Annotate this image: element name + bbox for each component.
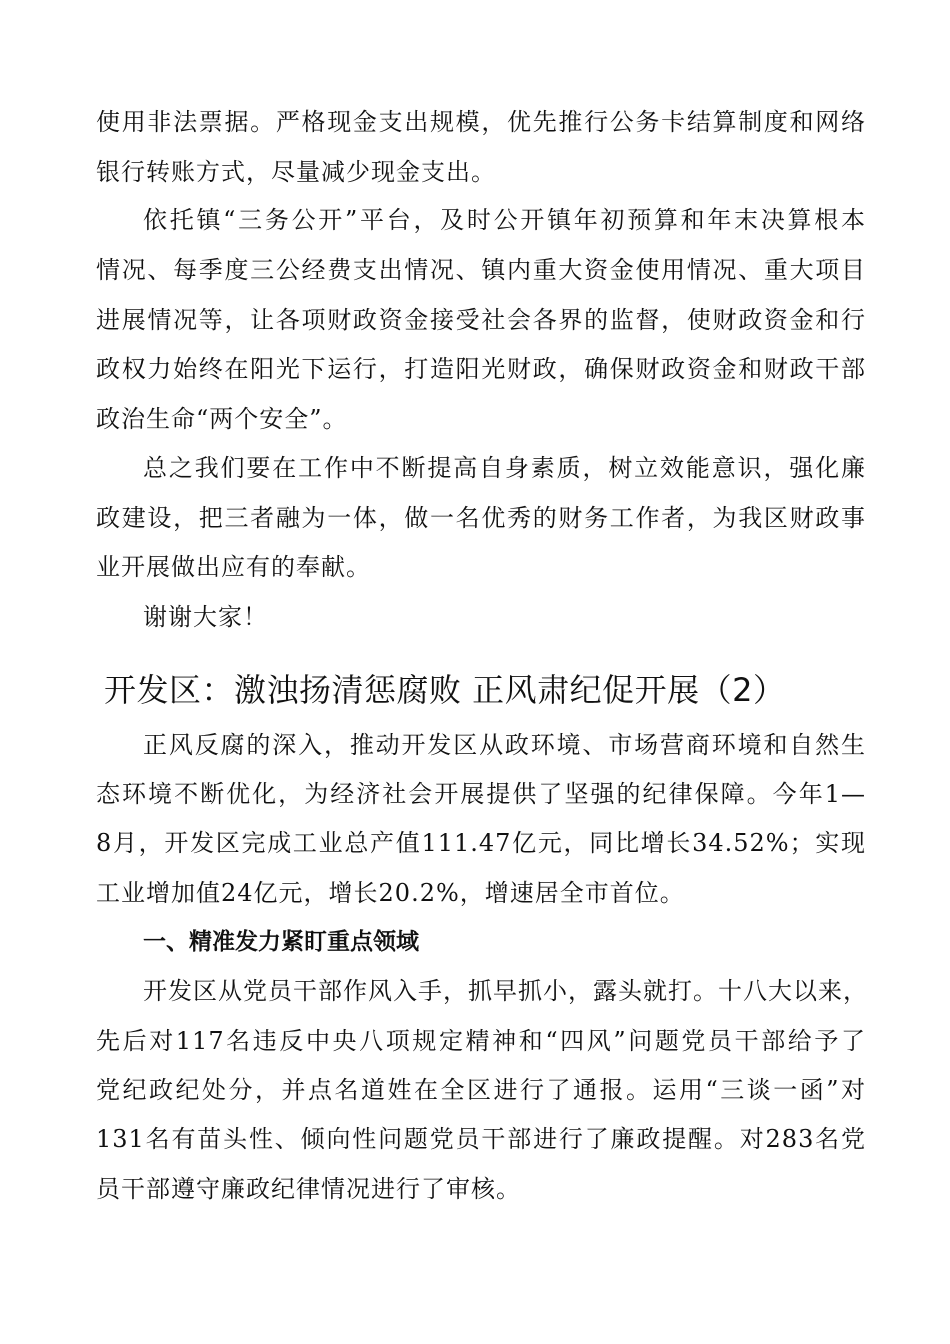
text-line: 总之我们要在工作中不断提高自身素质，树立效能意识，强化廉 [143, 454, 866, 482]
text-line: 党纪政纪处分，并点名道姓在全区进行了通报。运用“三谈一函”对 [96, 1076, 866, 1104]
article-title: 开发区：激浊扬清惩腐败 正风肃纪促开展（2） [104, 671, 786, 709]
text-line: 8月，开发区完成工业总产值111.47亿元，同比增长34.52%；实现 [96, 829, 866, 857]
section-heading: 一、精准发力紧盯重点领域 [143, 929, 419, 955]
text-line: 员干部遵守廉政纪律情况进行了审核。 [96, 1175, 521, 1203]
closing-thanks: 谢谢大家！ [143, 603, 268, 631]
text-line: 政治生命“两个安全”。 [96, 405, 348, 433]
text-line: 情况、每季度三公经费支出情况、镇内重大资金使用情况、重大项目 [96, 256, 866, 284]
text-line: 依托镇“三务公开”平台，及时公开镇年初预算和年末决算根本 [143, 206, 866, 234]
text-line: 使用非法票据。严格现金支出规模，优先推行公务卡结算制度和网络 [96, 108, 866, 136]
text-line: 正风反腐的深入，推动开发区从政环境、市场营商环境和自然生 [143, 731, 866, 759]
text-line: 工业增加值24亿元，增长20.2%，增速居全市首位。 [96, 879, 685, 907]
text-line: 开发区从党员干部作风入手，抓早抓小，露头就打。十八大以来， [143, 977, 868, 1005]
text-line: 政建设，把三者融为一体，做一名优秀的财务工作者，为我区财政事 [96, 504, 866, 532]
text-line: 131名有苗头性、倾向性问题党员干部进行了廉政提醒。对283名党 [96, 1125, 866, 1153]
text-line: 政权力始终在阳光下运行，打造阳光财政，确保财政资金和财政干部 [96, 355, 866, 383]
text-line: 先后对117名违反中央八项规定精神和“四风”问题党员干部给予了 [96, 1027, 866, 1055]
text-line: 态环境不断优化，为经济社会开展提供了坚强的纪律保障。今年1— [96, 780, 866, 808]
text-line: 业开展做出应有的奉献。 [96, 553, 371, 581]
text-line: 银行转账方式，尽量减少现金支出。 [96, 158, 496, 186]
text-line: 进展情况等，让各项财政资金接受社会各界的监督，使财政资金和行 [96, 306, 866, 334]
